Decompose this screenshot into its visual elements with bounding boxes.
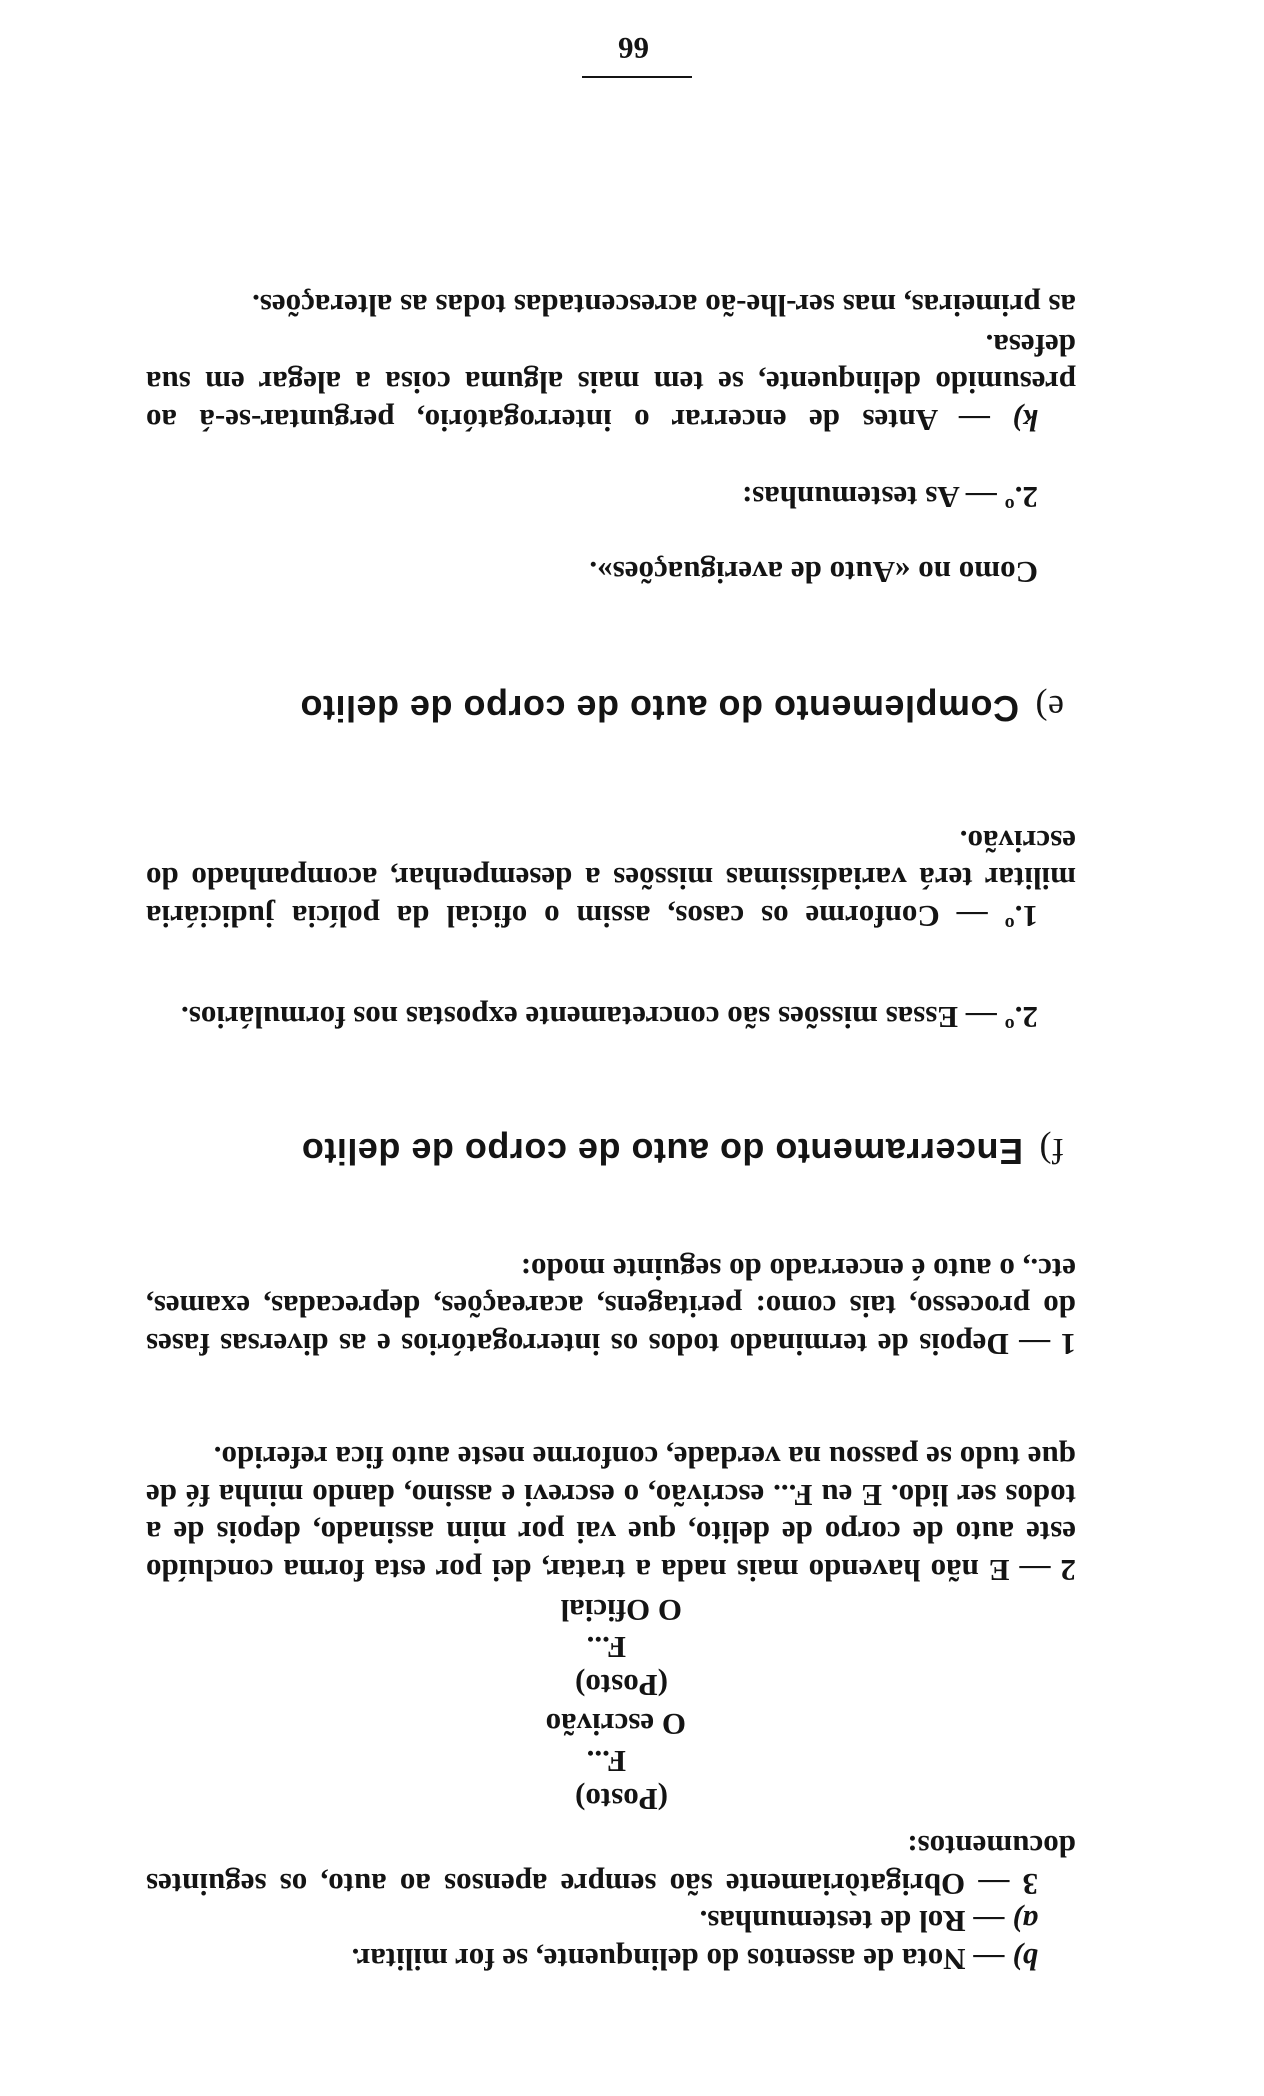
list-item-a-text: — Rol de testemunhas.	[699, 1904, 1005, 1939]
list-item-k	[146, 326, 1076, 439]
paragraph-f-item-1: 1 — Depois de terminado todos os interrogatórios e as diversas fases do processo, tais como: peritagens, acareações, deprecadas, exames, etc., o auto é encerrado do seguinte modo:	[146, 1251, 1076, 1362]
list-item-a	[146, 1902, 1076, 1940]
officer-title: O Oficial	[560, 1592, 682, 1628]
heading-e-title: Complemento do auto de corpo de delito	[300, 688, 1020, 729]
clerk-name: F...	[586, 1744, 626, 1780]
officer-signature-block	[560, 1591, 682, 1704]
clerk-rank: (Posto)	[575, 1782, 668, 1817]
list-item-b-marker: b)	[1012, 1942, 1038, 1977]
heading-e-letter: e)	[1035, 688, 1064, 728]
heading-f-letter: f)	[1039, 1131, 1064, 1171]
list-item-b-text: — Nota de assentos do delinquente, se for militar.	[351, 1942, 1005, 1977]
list-item-k-text: — Antes de encerrar o interrogatório, perguntar-se-á ao presumido delinquente, se tem mais alguma coisa a alegar em sua defesa.	[146, 327, 1076, 438]
clerk-title: O escrivão	[545, 1706, 686, 1742]
list-item-k-marker: k)	[1012, 403, 1038, 438]
heading-f	[104, 1130, 1064, 1172]
paragraph-testemunhas: 2.º — As testemunhas:	[741, 480, 1038, 515]
officer-name: F...	[586, 1630, 626, 1666]
paragraph-f-item-2: 2 — E não havendo mais nada a tratar, dei por esta forma concluído este auto de corpo de delito, que vai por mim assinado, depois de a todos ser lido. E eu F... escrivão, o escrevi e assino, dando minha fé de que tudo se passou na verdade, conforme neste auto fica referido.	[146, 1439, 1076, 1588]
paragraph-e-item-1: 1.º — Conforme os casos, assim o oficial da polícia judiciária militar terá variadíssimas missões a desempenhar, acompanhado do escrivão.	[146, 823, 1076, 934]
list-item-b	[146, 1940, 1076, 1978]
paragraph-como-no: Como no «Auto de averiguações».	[589, 555, 1038, 590]
paragraph-e-item-2: 2.º — Essas missões são concretamente expostas nos formulários.	[181, 1000, 1038, 1035]
paragraph-f-item-3: 3 — Obrigatòriamente são sempre apensos ao auto, os seguintes documentos:	[146, 1829, 1076, 1902]
list-item-a-marker: a)	[1012, 1904, 1038, 1939]
heading-f-title: Encerramento do auto de corpo de delito	[301, 1131, 1024, 1172]
page-number: 66	[618, 31, 649, 66]
page-number-rule	[582, 76, 692, 78]
paragraph-top-continuation: as primeiras, mas ser-lhe-ão acrescentadas todas as alterações.	[252, 288, 1076, 323]
heading-e	[104, 687, 1064, 729]
officer-rank: (Posto)	[575, 1668, 668, 1703]
clerk-signature-block	[545, 1705, 686, 1818]
